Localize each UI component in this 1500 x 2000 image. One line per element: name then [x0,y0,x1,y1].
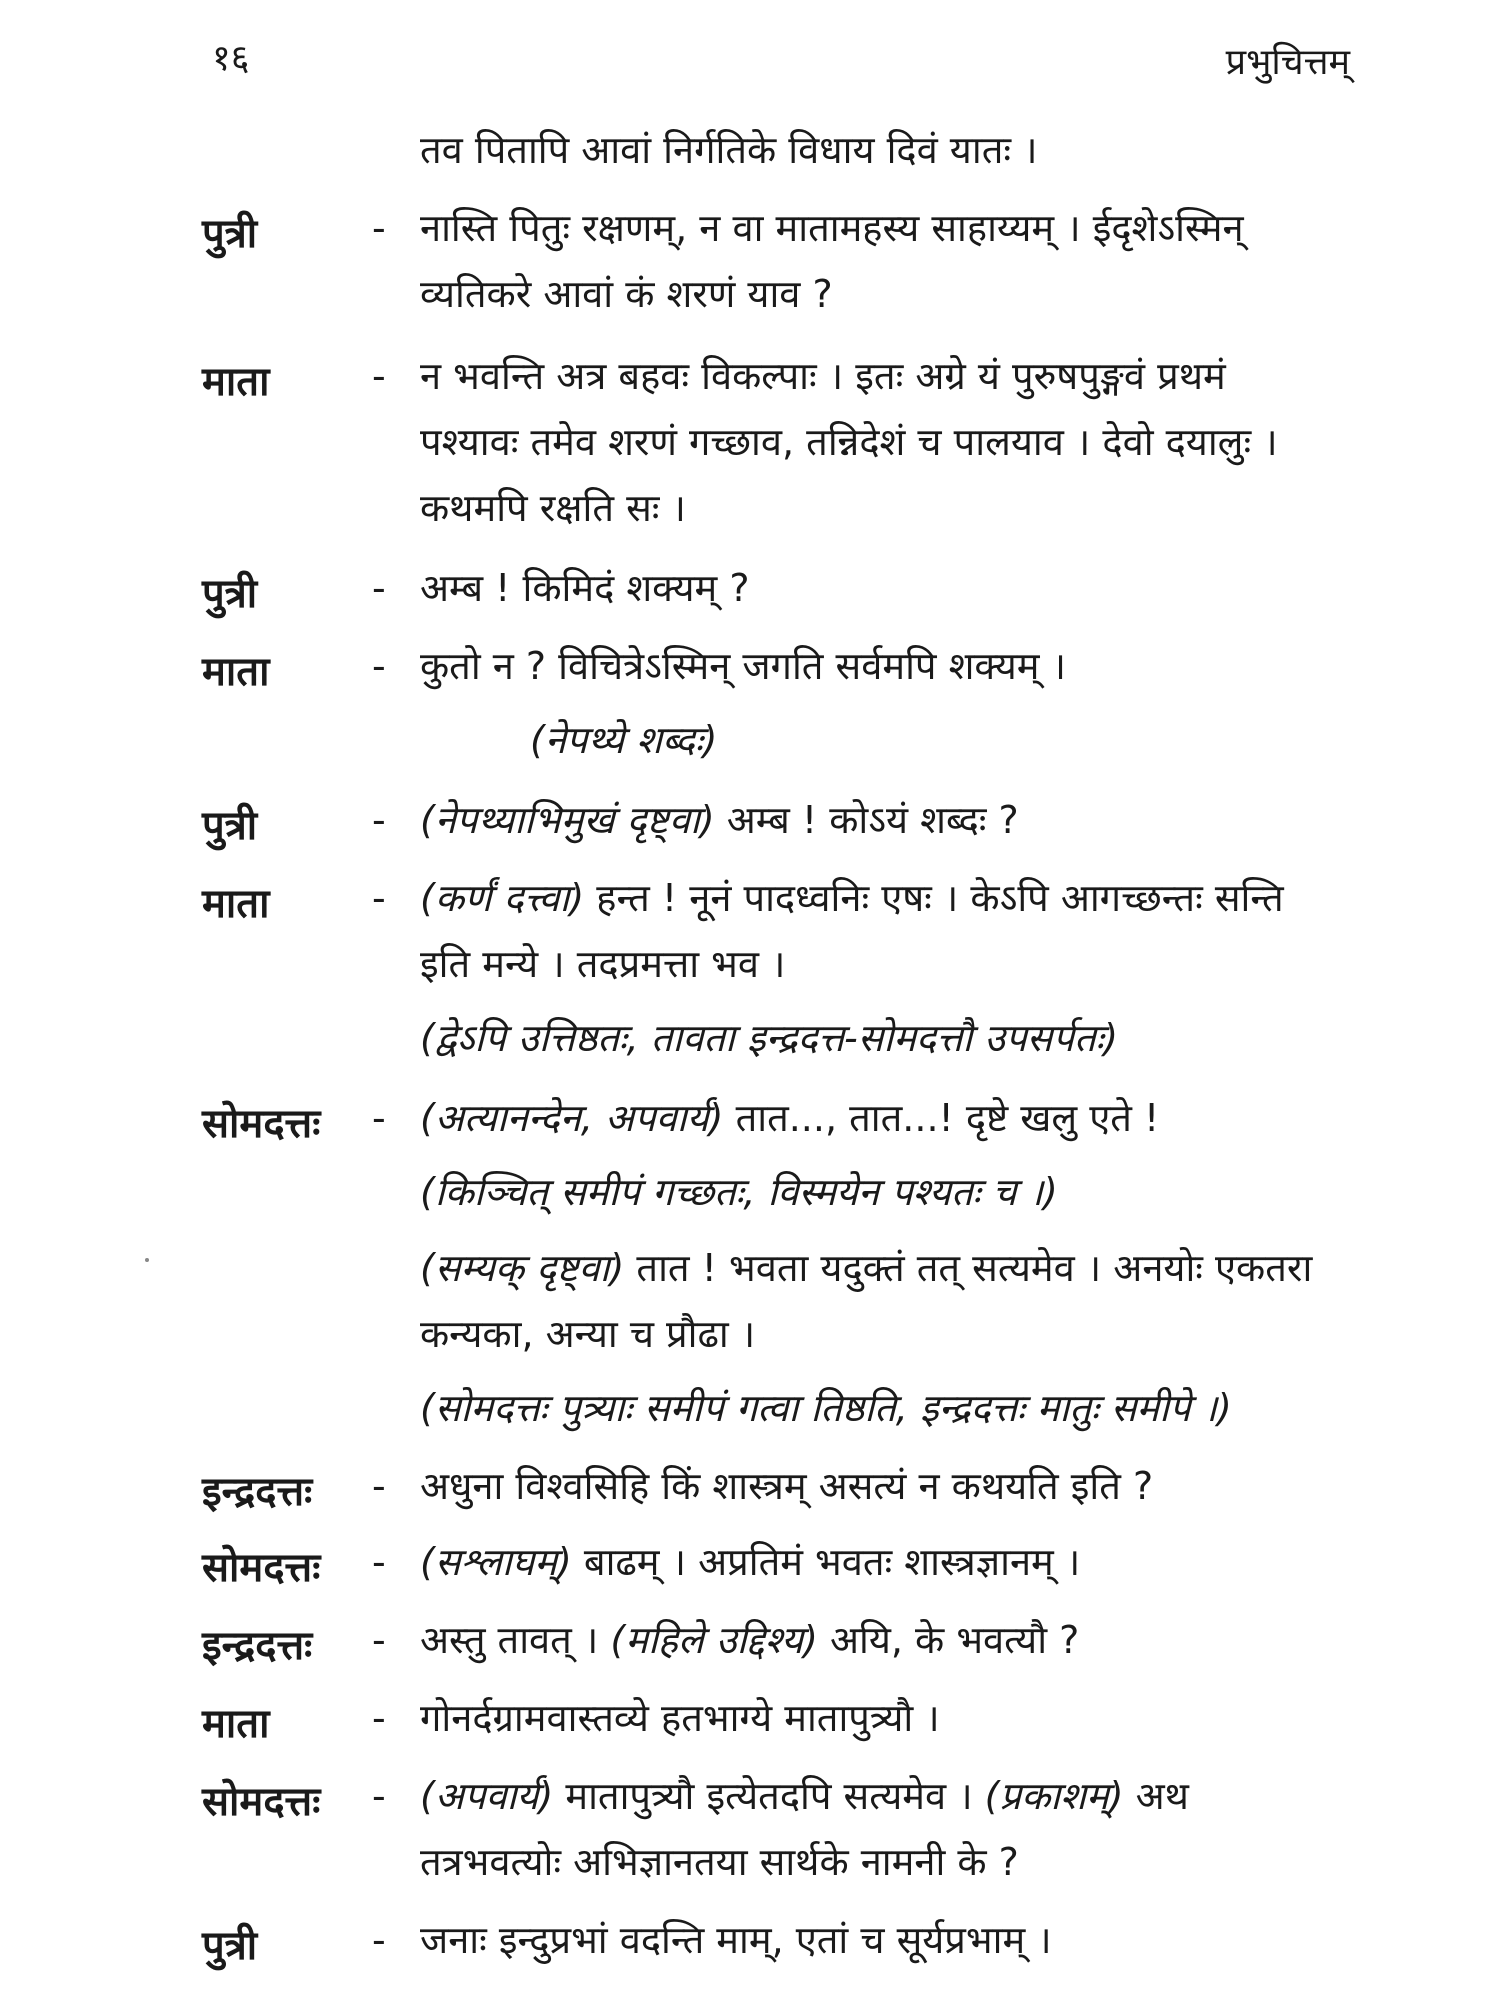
stage-direction: (सम्यक् दृष्ट्वा) [420,1246,625,1290]
stage-direction: (अपवार्य) [420,1774,554,1818]
dialogue-text: मातापुत्र्यौ इत्येतदपि सत्यमेव । [553,1774,985,1818]
speaker-dash: - [372,566,386,610]
stage-direction: (महिले उद्दिश्य) [610,1618,818,1662]
scan-speck [145,1258,149,1262]
dialogue-line: तत्रभवत्योः अभिज्ञानतया सार्थके नामनी के ? [420,1840,1019,1884]
dialogue-line [420,1774,1189,1820]
speaker-dash: - [372,1918,386,1962]
speaker-dash: - [372,644,386,688]
speaker-dash: - [372,1774,386,1818]
dialogue-line: न भवन्ति अत्र बहवः विकल्पाः । इतः अग्रे यं पुरुषपुङ्गवं प्रथमं [420,354,1226,398]
dialogue-text: अम्ब ! कोऽयं शब्दः ? [714,798,1019,842]
dialogue-line: तव पितापि आवां निर्गतिके विधाय दिवं यातः । [420,128,1038,172]
stage-direction: (कर्णं दत्त्वा) [420,876,585,920]
dialogue-line [420,1618,1079,1664]
speaker-name: माता [202,881,270,927]
page-number: १६ [212,38,250,79]
dialogue-text: अस्तु तावत् । [420,1618,611,1662]
speaker-name: माता [202,1701,270,1747]
stage-direction: (अत्यानन्देन, अपवार्य) [420,1096,724,1140]
dialogue-line [420,798,1019,844]
speaker-name: पुत्री [202,803,258,849]
speaker-dash: - [372,1540,386,1584]
dialogue-text: बाढम् । अप्रतिमं भवतः शास्त्रज्ञानम् । [571,1540,1081,1584]
dialogue-line [420,1246,1312,1292]
dialogue-line: कथमपि रक्षति सः । [420,486,686,530]
speaker-dash: - [372,206,386,250]
dialogue-line: जनाः इन्दुप्रभां वदन्ति माम्, एतां च सूर्यप्रभाम् । [420,1918,1052,1962]
stage-direction: (किञ्चित् समीपं गच्छतः, विस्मयेन पश्यतः च ।) [420,1170,1058,1214]
speaker-name: पुत्री [202,571,258,617]
running-title: प्रभुचित्तम् [1225,42,1350,83]
speaker-dash: - [372,798,386,842]
speaker-name: पुत्री [202,211,258,257]
speaker-name: इन्द्रदत्तः [202,1469,313,1515]
dialogue-line: अधुना विश्वसिहि किं शास्त्रम् असत्यं न कथयति इति ? [420,1464,1154,1508]
stage-direction: (नेपथ्याभिमुखं दृष्ट्वा) [420,798,715,842]
dialogue-line [420,1540,1080,1586]
dialogue-line: गोनर्दग्रामवास्तव्ये हतभाग्ये मातापुत्र्यौ । [420,1696,940,1740]
speaker-dash: - [372,876,386,920]
dialogue-line [420,1096,1159,1142]
dialogue-text: हन्त ! नूनं पादध्वनिः एषः । केऽपि आगच्छन्तः सन्ति [584,876,1284,920]
dialogue-text: तात ! भवता यदुक्तं तत् सत्यमेव । अनयोः एकतरा [624,1246,1313,1290]
speaker-dash: - [372,1096,386,1140]
speaker-name: पुत्री [202,1923,258,1969]
dialogue-line: नास्ति पितुः रक्षणम्, न वा मातामहस्य साहाय्यम् । ईदृशेऽस्मिन् [420,206,1244,250]
speaker-name: इन्द्रदत्तः [202,1623,313,1669]
speaker-name: माता [202,359,270,405]
speaker-name: सोमदत्तः [202,1779,321,1825]
speaker-dash: - [372,1696,386,1740]
dialogue-line: कुतो न ? विचित्रेऽस्मिन् जगति सर्वमपि शक्यम् । [420,644,1066,688]
speaker-dash: - [372,1618,386,1662]
stage-direction: (सोमदत्तः पुत्र्याः समीपं गत्वा तिष्ठति, इन्द्रदत्तः मातुः समीपे ।) [420,1386,1232,1430]
speaker-dash: - [372,1464,386,1508]
dialogue-line: पश्यावः तमेव शरणं गच्छाव, तन्निदेशं च पालयाव । देवो दयालुः । [420,420,1278,464]
dialogue-line: इति मन्ये । तदप्रमत्ता भव । [420,942,786,986]
stage-direction: (प्रकाशम्) [984,1774,1124,1818]
speaker-name: सोमदत्तः [202,1101,321,1147]
stage-direction: (द्वेऽपि उत्तिष्ठतः, तावता इन्द्रदत्त-सोमदत्तौ उपसर्पतः) [420,1016,1119,1060]
dialogue-line: कन्यका, अन्या च प्रौढा । [420,1312,756,1356]
dialogue-line: अम्ब ! किमिदं शक्यम् ? [420,566,750,610]
speaker-dash: - [372,354,386,398]
dialogue-line: व्यतिकरे आवां कं शरणं याव ? [420,272,833,316]
dialogue-line [420,876,1284,922]
dialogue-text: अथ [1123,1774,1189,1818]
speaker-name: सोमदत्तः [202,1545,321,1591]
dialogue-text: अयि, के भवत्यौ ? [817,1618,1080,1662]
stage-direction: (नेपथ्ये शब्दः) [530,718,718,762]
speaker-name: माता [202,649,270,695]
dialogue-text: तात..., तात...! दृष्टे खलु एते ! [723,1096,1160,1140]
stage-direction: (सश्लाघम्) [420,1540,572,1584]
